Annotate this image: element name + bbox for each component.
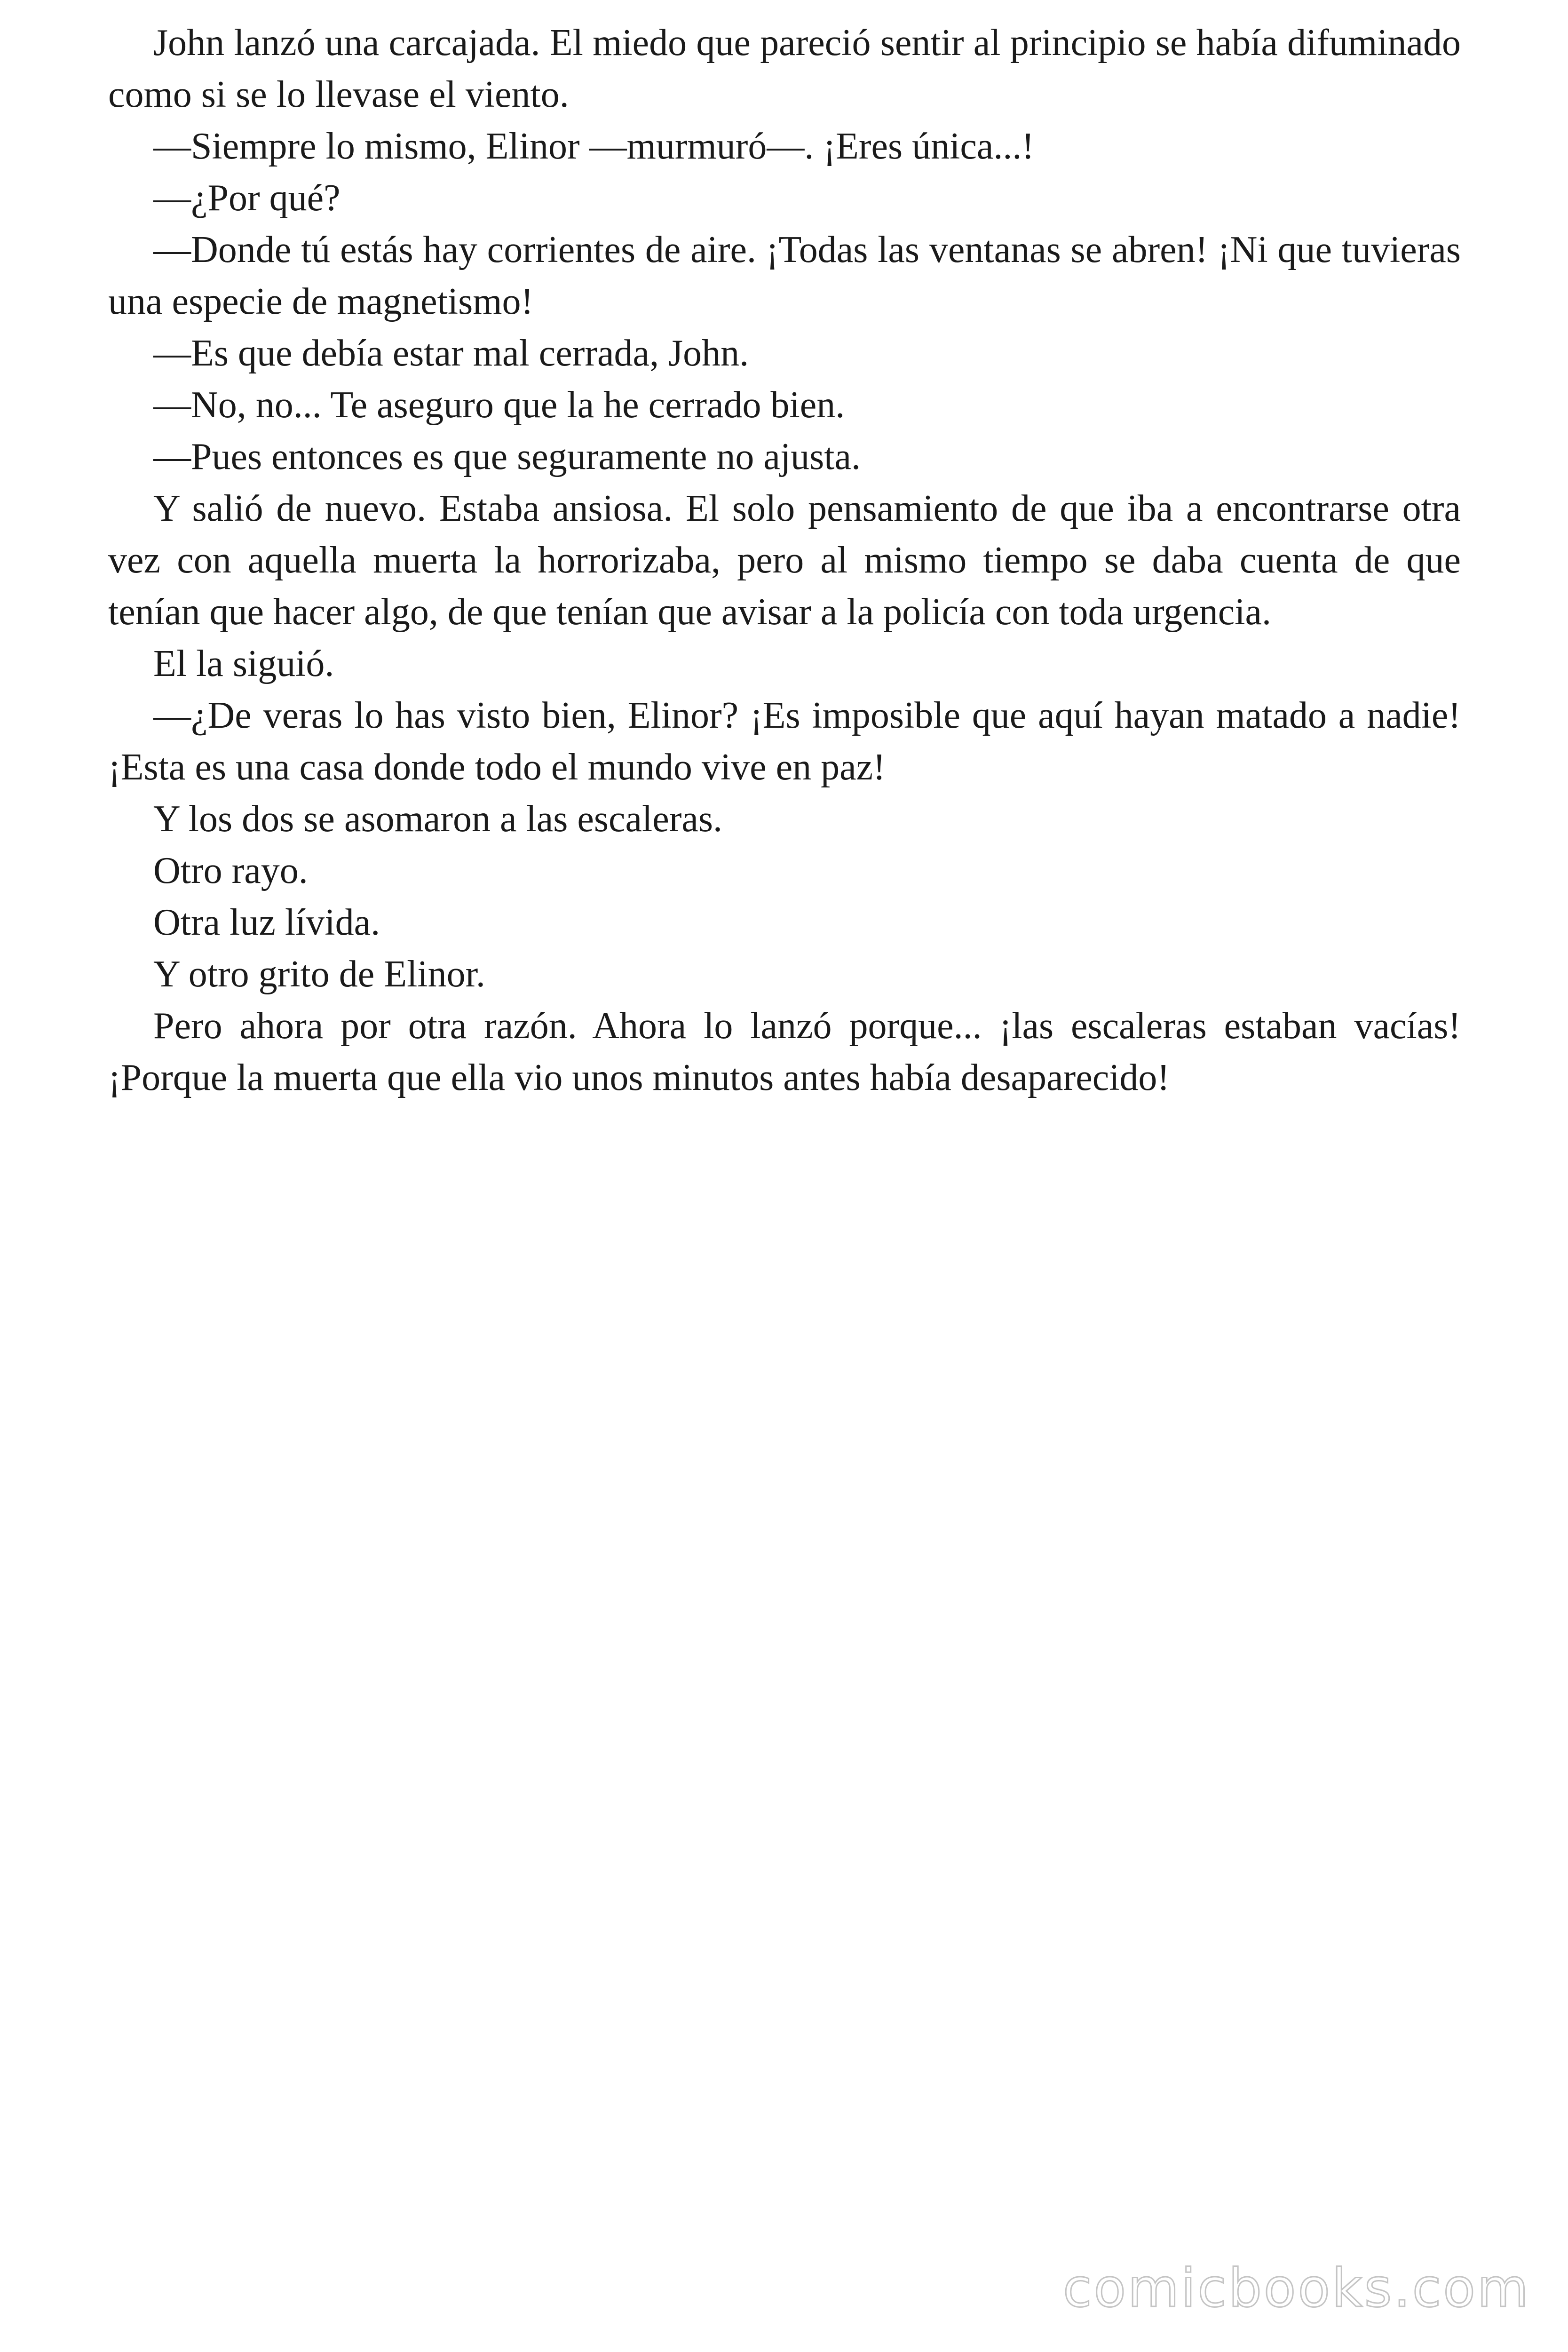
paragraph: Pero ahora por otra razón. Ahora lo lanzó porque... ¡las escaleras estaban vacías! ¡Porque la muerta que ella vio unos minutos antes había desaparecido! — [108, 1005, 1461, 1098]
paragraph: Y los dos se asomaron a las escaleras. — [153, 798, 722, 840]
paragraph: El la siguió. — [153, 643, 334, 684]
paragraph: —Siempre lo mismo, Elinor —murmuró—. ¡Eres única...! — [153, 126, 1035, 167]
paragraph: —Es que debía estar mal cerrada, John. — [153, 333, 749, 374]
paragraph: —¿Por qué? — [153, 177, 341, 219]
paragraph: Otro rayo. — [153, 850, 308, 891]
paragraph: Y salió de nuevo. Estaba ansiosa. El solo pensamiento de que iba a encontrarse otra vez con aquella muerta la horrorizaba, pero al mismo tiempo se daba cuenta de que tenían que hacer algo, de que tenían que avisar a la policía con toda urgencia. — [108, 488, 1461, 633]
paragraph: —Donde tú estás hay corrientes de aire. ¡Todas las ventanas se abren! ¡Ni que tuvieras una especie de magnetismo! — [108, 229, 1461, 322]
paragraph: —No, no... Te aseguro que la he cerrado bien. — [153, 384, 845, 426]
paragraph: Otra luz lívida. — [153, 902, 380, 943]
body-text — [108, 17, 1461, 1104]
paragraph: Y otro grito de Elinor. — [153, 954, 485, 995]
paragraph: —Pues entonces es que seguramente no ajusta. — [153, 436, 861, 477]
watermark-logo: comicbooks.com — [1062, 2258, 1530, 2319]
paragraph: —¿De veras lo has visto bien, Elinor? ¡Es imposible que aquí hayan matado a nadie! ¡Esta es una casa donde todo el mundo vive en paz! — [108, 695, 1461, 788]
paragraph: John lanzó una carcajada. El miedo que pareció sentir al principio se había difuminado como si se lo llevase el viento. — [108, 22, 1461, 115]
